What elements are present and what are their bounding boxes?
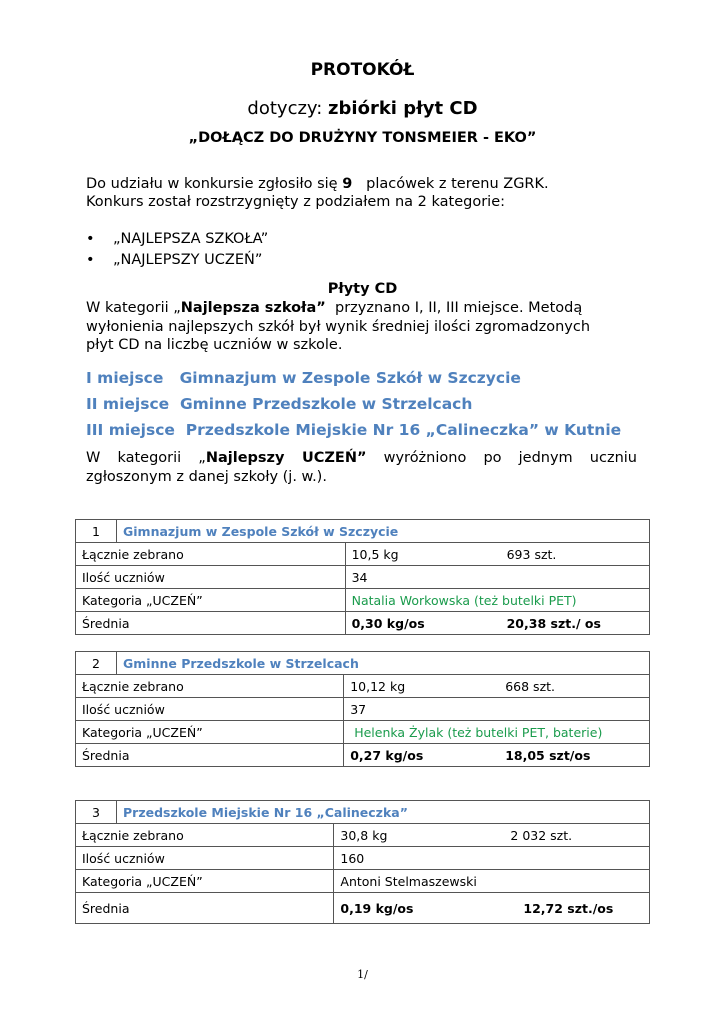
- label-students: Ilość uczniów: [76, 847, 334, 870]
- place-second: II miejsce Gminne Przedszkole w Strzelcach: [86, 395, 473, 413]
- average-kg: 0,19 kg/os: [340, 900, 414, 916]
- average-cell: [334, 893, 650, 924]
- average-cell: [344, 744, 650, 767]
- average-kg: 0,27 kg/os: [350, 747, 424, 763]
- school-table-3: [75, 800, 650, 924]
- school-name: Przedszkole Miejskie Nr 16 „Calineczka”: [117, 801, 650, 824]
- school-table-2: [75, 651, 650, 767]
- place-third: III miejsce Przedszkole Miejskie Nr 16 „Calineczka” w Kutnie: [86, 421, 622, 439]
- student-name: Antoni Stelmaszewski: [334, 870, 650, 893]
- category-list: [86, 229, 268, 271]
- intro-line1-b: placówek z terenu ZGRK.: [352, 176, 549, 192]
- label-average: Średnia: [76, 612, 346, 635]
- category-item: • „NAJLEPSZA SZKOŁA”: [86, 229, 268, 250]
- table-number: 2: [76, 652, 117, 675]
- student-line1-b: wyróżniono po jednym uczniu: [366, 450, 637, 466]
- subtitle-prefix: dotyczy:: [247, 98, 329, 119]
- label-total: Łącznie zebrano: [76, 543, 346, 566]
- average-pcs: 18,05 szt/os: [505, 747, 591, 763]
- school-count: 9: [342, 176, 353, 192]
- table-row: [76, 589, 650, 612]
- student-paragraph: [86, 449, 637, 487]
- average-pcs: 12,72 szt./os: [523, 900, 614, 916]
- intro-paragraph: [86, 175, 646, 211]
- school-table-1: [75, 519, 650, 635]
- table-row: [76, 870, 650, 893]
- table-header-row: [76, 652, 650, 675]
- table-row: [76, 698, 650, 721]
- school-name: Gimnazjum w Zespole Szkół w Szczycie: [117, 520, 650, 543]
- total-kg: 10,5 kg: [351, 546, 399, 562]
- table-row: [76, 675, 650, 698]
- students-count: 37: [344, 698, 650, 721]
- table-row: [76, 847, 650, 870]
- label-average: Średnia: [76, 744, 344, 767]
- intro-line1-a: Do udziału w konkursie zgłosiło się: [86, 176, 343, 192]
- label-students: Ilość uczniów: [76, 698, 344, 721]
- total-kg: 10,12 kg: [350, 678, 406, 694]
- label-total: Łącznie zebrano: [76, 675, 344, 698]
- table-row: [76, 824, 650, 847]
- average-kg: 0,30 kg/os: [351, 615, 425, 631]
- school-name: Gminne Przedszkole w Strzelcach: [117, 652, 650, 675]
- subtitle-bold: zbiórki płyt CD: [328, 98, 478, 119]
- intro-line-1: [86, 175, 646, 193]
- label-category: Kategoria „UCZEŃ”: [76, 589, 346, 612]
- average-cell: [345, 612, 649, 635]
- label-category: Kategoria „UCZEŃ”: [76, 870, 334, 893]
- category-item: • „NAJLEPSZY UCZEŃ”: [86, 250, 268, 271]
- table-row: [76, 744, 650, 767]
- table-row: [76, 566, 650, 589]
- total-kg: 30,8 kg: [340, 827, 388, 843]
- average-pcs: 20,38 szt./ os: [506, 615, 601, 631]
- cd-line1-a: W kategorii „: [86, 300, 181, 316]
- student-line-1: [86, 449, 637, 468]
- cd-paragraph: [86, 299, 646, 355]
- total-cell: [334, 824, 650, 847]
- label-average: Średnia: [76, 893, 334, 924]
- table-row: [76, 612, 650, 635]
- cd-line1-bold: Najlepsza szkoła”: [180, 300, 326, 316]
- cd-line-1: [86, 299, 646, 318]
- label-students: Ilość uczniów: [76, 566, 346, 589]
- section-heading-cd: Płyty CD: [327, 281, 398, 297]
- total-pcs: 2 032 szt.: [510, 827, 573, 843]
- place-first: I miejsce Gimnazjum w Zespole Szkół w Szczycie: [86, 369, 521, 387]
- student-name: Helenka Żylak (też butelki PET, baterie): [344, 721, 650, 744]
- student-line1-a: W kategorii „: [86, 450, 206, 466]
- table-header-row: [76, 520, 650, 543]
- table-number: 3: [76, 801, 117, 824]
- total-cell: [344, 675, 650, 698]
- table-row: [76, 721, 650, 744]
- document-subtitle: [0, 98, 725, 119]
- table-header-row: [76, 801, 650, 824]
- student-line1-bold: Najlepszy UCZEŃ”: [205, 450, 367, 466]
- label-total: Łącznie zebrano: [76, 824, 334, 847]
- table-number: 1: [76, 520, 117, 543]
- page-number: 1/: [357, 968, 368, 981]
- document-title: PROTOKÓŁ: [310, 60, 415, 80]
- student-line-2: zgłoszonym z danej szkoły (j. w.).: [86, 469, 327, 485]
- total-pcs: 668 szt.: [505, 678, 555, 694]
- cd-line1-b: przyznano I, II, III miejsce. Metodą: [325, 300, 583, 316]
- total-cell: [345, 543, 649, 566]
- label-category: Kategoria „UCZEŃ”: [76, 721, 344, 744]
- table-row: [76, 543, 650, 566]
- student-name: Natalia Workowska (też butelki PET): [345, 589, 649, 612]
- cd-line-2: wyłonienia najlepszych szkół był wynik średniej ilości zgromadzonych: [86, 318, 591, 335]
- students-count: 160: [334, 847, 650, 870]
- intro-line-2: Konkurs został rozstrzygnięty z podziałem na 2 kategorie:: [86, 194, 506, 210]
- cd-line-3: płyt CD na liczbę uczniów w szkole.: [86, 337, 343, 353]
- table-row: [76, 893, 650, 924]
- campaign-slogan: „DOŁĄCZ DO DRUŻYNY TONSMEIER - EKO”: [188, 130, 537, 146]
- students-count: 34: [345, 566, 649, 589]
- total-pcs: 693 szt.: [506, 546, 557, 562]
